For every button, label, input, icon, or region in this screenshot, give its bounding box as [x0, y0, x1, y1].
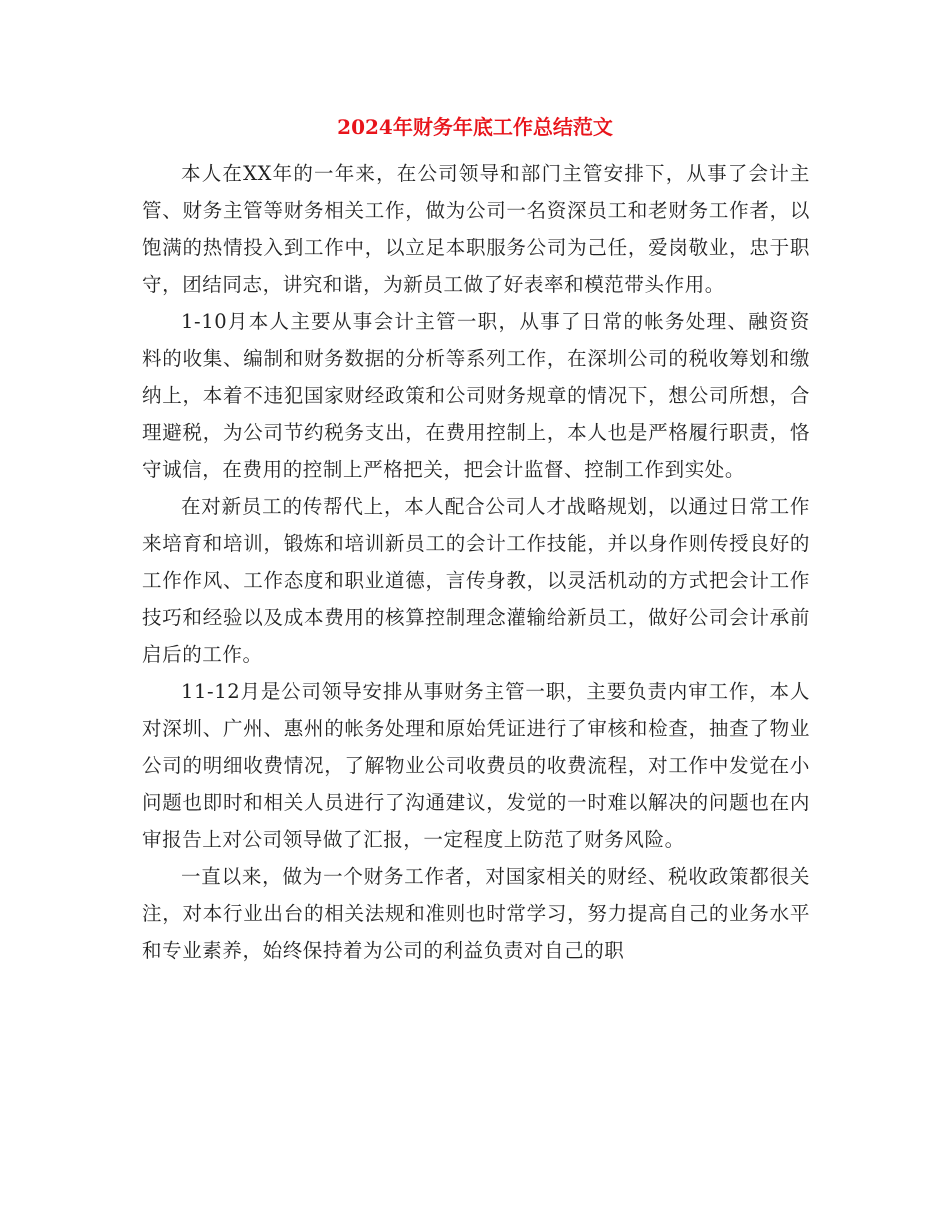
paragraph: 在对新员工的传帮代上，本人配合公司人才战略规划，以通过日常工作来培育和培训，锻炼和培训新员工的会计工作技能，并以身作则传授良好的工作作风、工作态度和职业道德，言传身教，以灵活机动的方式把会计工作技巧和经验以及成本费用的核算控制理念灌输给新员工，做好公司会计承前启后的工作。: [142, 495, 810, 666]
paragraph: 本人在XX年的一年来，在公司领导和部门主管安排下，从事了会计主管、财务主管等财务相关工作，做为公司一名资深员工和老财务工作者，以饱满的热情投入到工作中，以立足本职服务公司为己任，爱岗敬业，忠于职守，团结同志，讲究和谐，为新员工做了好表率和模范带头作用。: [142, 162, 810, 296]
paragraph: 1-10月本人主要从事会计主管一职，从事了日常的帐务处理、融资资料的收集、编制和财务数据的分析等系列工作，在深圳公司的税收筹划和缴纳上，本着不违犯国家财经政策和公司财务规章的情况下，想公司所想，合理避税，为公司节约税务支出，在费用控制上，本人也是严格履行职责，恪守诚信，在费用的控制上严格把关，把会计监督、控制工作到实处。: [142, 310, 810, 481]
document-title: 2024年财务年底工作总结范文: [337, 115, 613, 139]
paragraph: 一直以来，做为一个财务工作者，对国家相关的财经、税收政策都很关注，对本行业出台的相关法规和准则也时常学习，努力提高自己的业务水平和专业素养，始终保持着为公司的利益负责对自己的职: [142, 865, 810, 962]
document-body: [142, 155, 810, 969]
paragraph: 11-12月是公司领导安排从事财务主管一职，主要负责内审工作，本人对深圳、广州、惠州的帐务处理和原始凭证进行了审核和检查，抽查了物业公司的明细收费情况，了解物业公司收费员的收费流程，对工作中发觉在小问题也即时和相关人员进行了沟通建议，发觉的一时难以解决的问题也在内审报告上对公司领导做了汇报，一定程度上防范了财务风险。: [142, 680, 810, 851]
